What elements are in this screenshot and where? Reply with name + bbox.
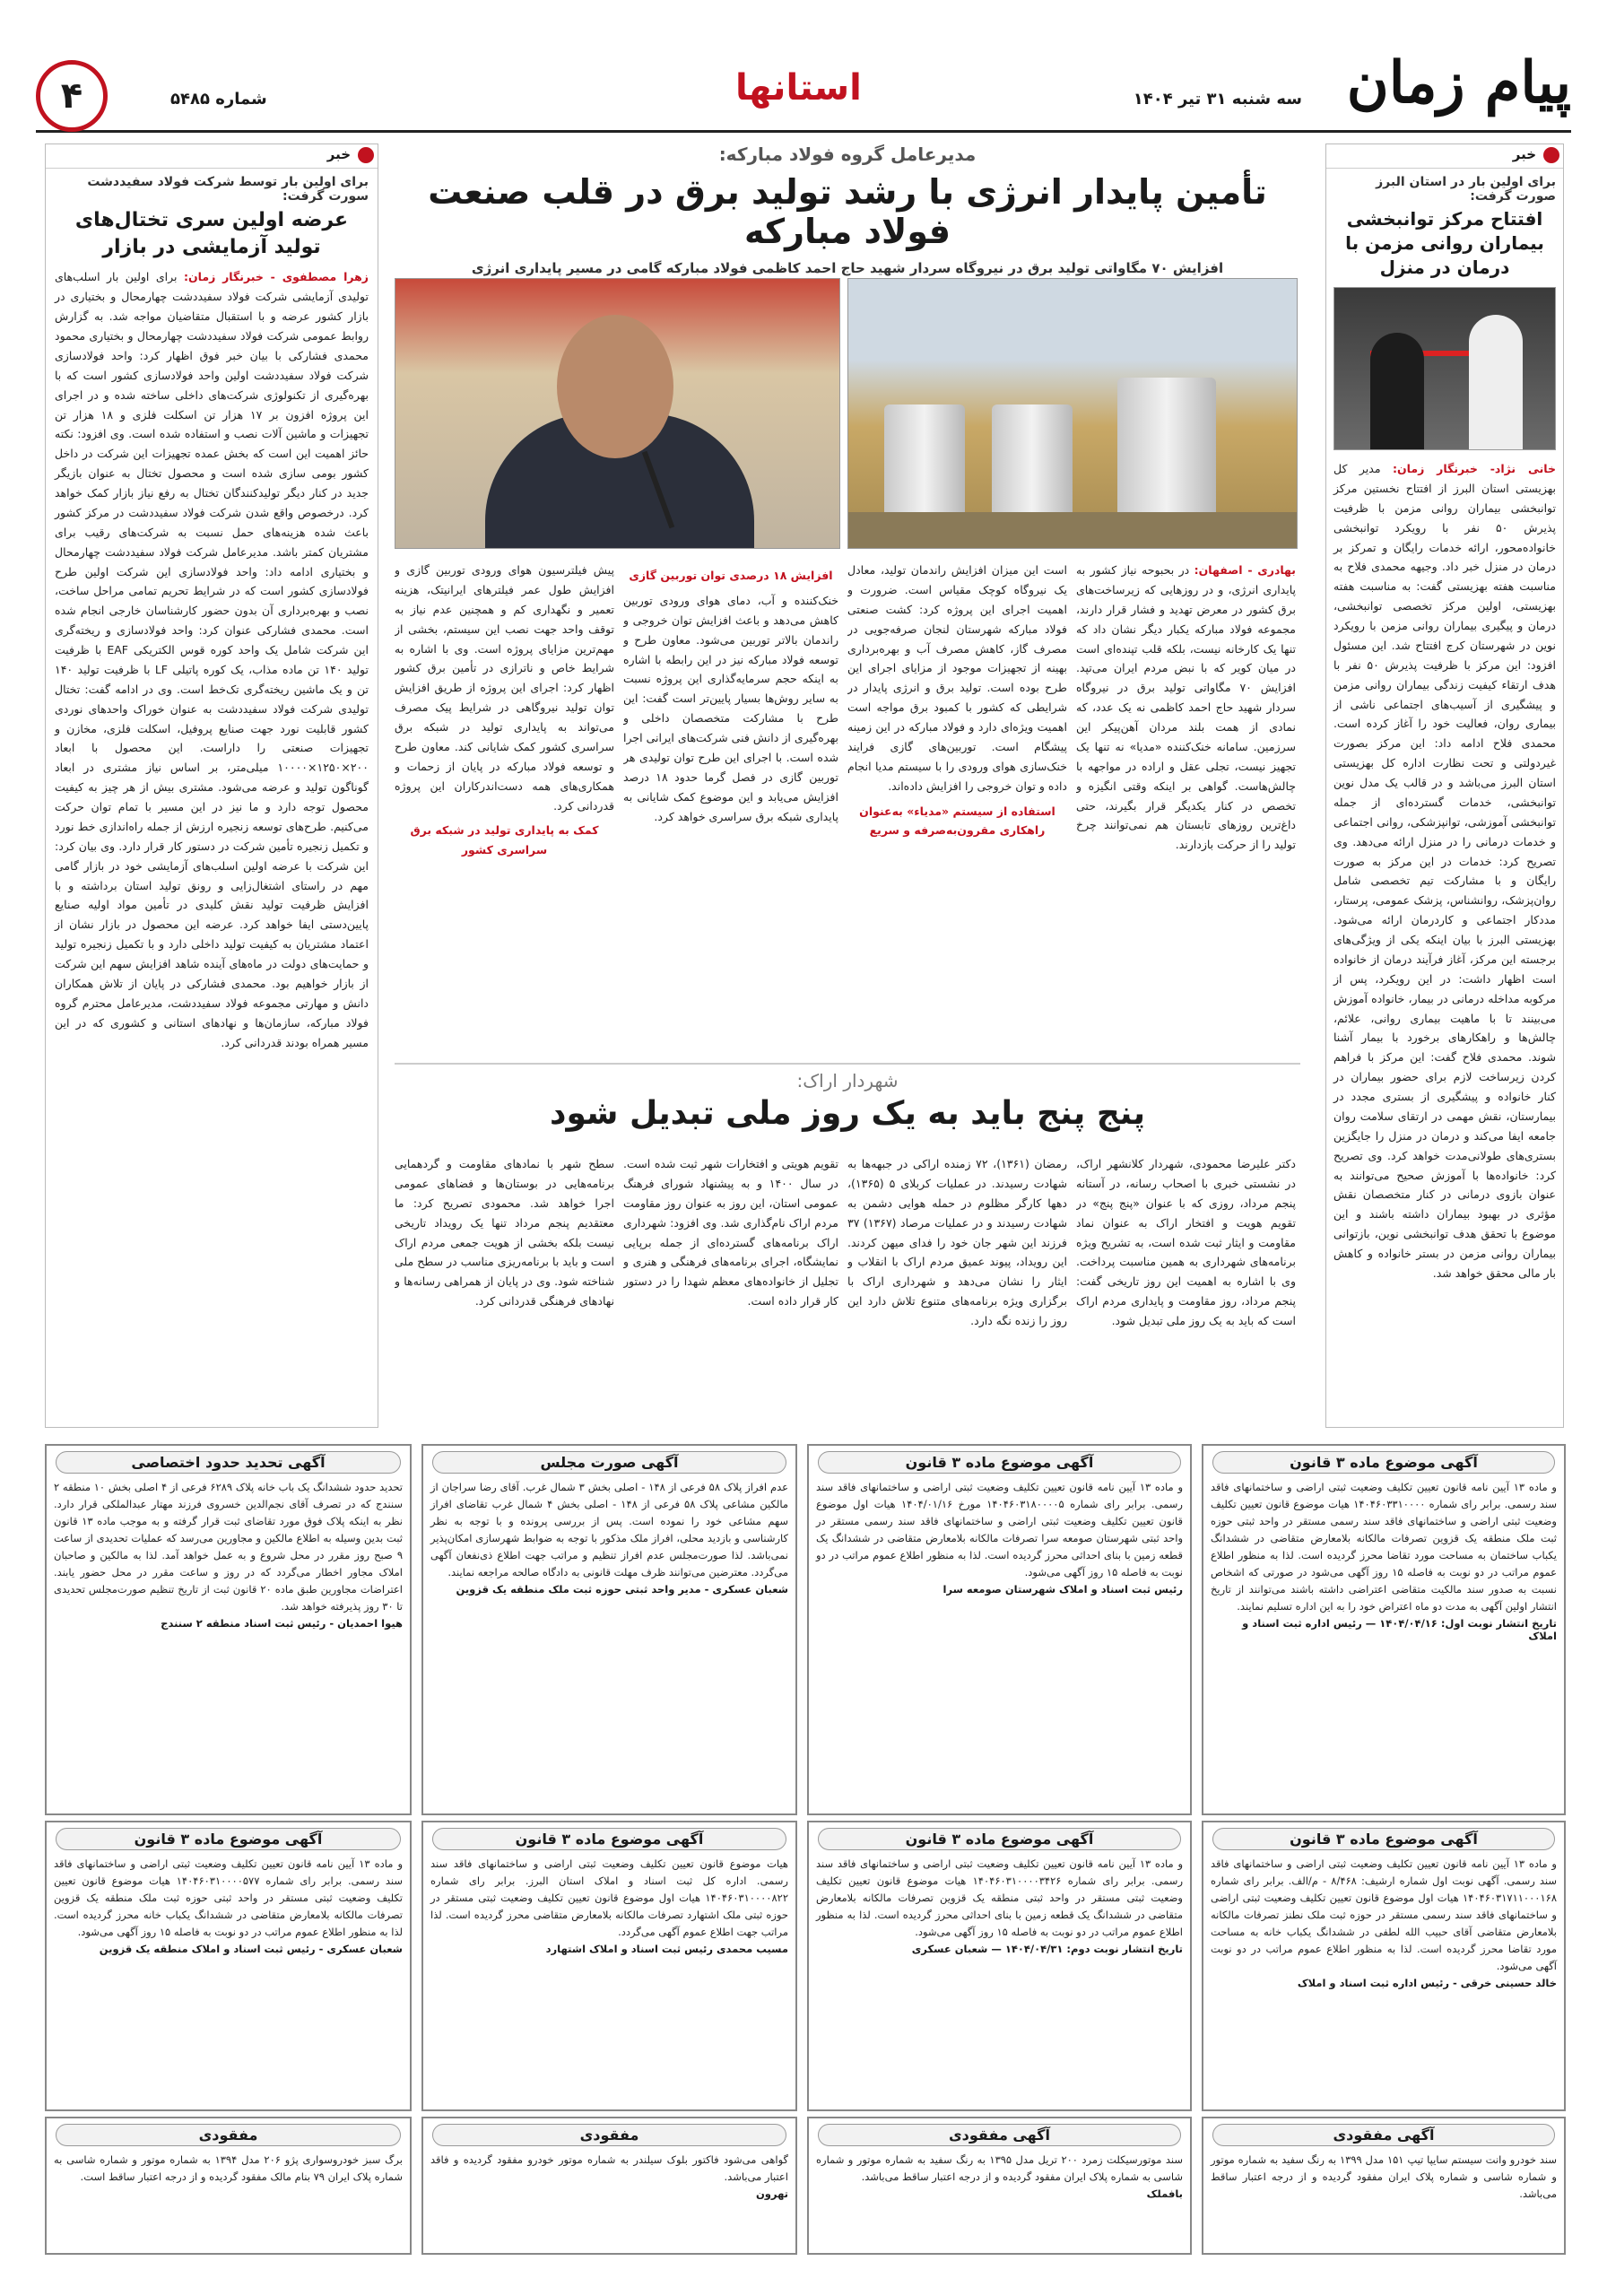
main-kicker: مدیرعامل گروه فولاد مبارکه: xyxy=(718,144,977,165)
main-subhead-1: افزایش ۱۸ درصدی توان توربین گازی xyxy=(629,569,833,582)
ad-body: سند موتورسیکلت زمرد ۲۰۰ تریل مدل ۱۳۹۵ به رنگ سفید به شماره موتور و شماره شاسی به شماره پلاک ایران مفقود گردیده و از درجه اعتبار ساقط می‌باشد. xyxy=(816,2153,1183,2183)
classified-ad xyxy=(807,1821,1192,2111)
right-news-body: خانی نژاد- خبرنگار زمان: مدیر کل بهزیستی استان البرز از افتتاح نخستین مرکز توانبخشی بیماران روانی مزمن با ظرفیت پذیرش ۵۰ نفر با رویکرد توانبخشی خانواده‌محور، ارائه خدمات رایگان و تمرکز بر درمان در منزل خبر داد. وجیهه محمدی فلاح به مناسبت هفته بهزیستی گفت: به مناسبت هفته بهزیستی، اولین مرکز تخصصی توانبخشی، درمان و پیگیری بیماران روانی مزمن با رویکرد نوین در شهرستان کرج افتتاح شد. این مسئول افزود: این مرکز با ظرفیت پذیرش ۵۰ نفر با هدف ارتقاء کیفیت زندگی بیماران روانی مزمن و پیشگیری از آسیب‌های اجتماعی ناشی از بیماری روان، فعالیت خود را آغاز کرده است. محمدی فلاح ادامه داد: این مرکز بصورت غیردولتی و تحت نظارت اداره کل بهزیستی استان البرز می‌باشد و در قالب یک مدل نوین توانبخشی، خدمات گسترده‌ای از جمله توانبخشی آموزشی، توانپزشکی، روانی اجتماعی و خدمات درمانی را در منزل ارائه می‌دهد. وی تصریح کرد: خدمات در این مرکز به صورت رایگان و با مشارکت تیم تخصصی شامل روان‌پزشک، روانشناس، پزشک عمومی، پرستار، مددکار اجتماعی و کاردرمان ارائه می‌شود. بهزیستی البرز با بیان اینکه یکی از ویژگی‌های برجسته این مرکز، آغاز فرآیند درمان از خانواده است اظهار داشت: در این رویکرد، پس از مرکوبه مداخله درمانی در بیمار، خانواده آموزش می‌بینند تا با ماهیت بیماری روانی، علائم، چالش‌ها و راهکارهای برخورد با بیمار آشنا شوند. محمدی فلاح گفت: این مرکز با فراهم کردن زیرساخت لازم برای حضور بیماران در کنار خانواده و پیشگیری از بستری مجدد در بیمارستان، نقش مهمی در ارتقای سلامت روان جامعه ایفا می‌کند و درمان در منزل را جایگزین بستری‌های طولانی‌مدت خواهد کرد. وی تصریح کرد: خانواده‌ها با آموزش صحیح می‌توانند به عنوان بازوی درمانی در کنار متخصصان نقش مؤثری در بهبود بیماران داشته باشند و این موضوع با تحقق هدف توانبخشی نوین، بازتوانی بیماران روانی مزمن در بستر خانواده و کاهش بار مالی محقق خواهد شد. xyxy=(1333,462,1556,1280)
left-news-body: زهرا مصطفوی - خبرنگار زمان: برای اولین بار اسلب‌های تولیدی آزمایشی شرکت فولاد سفیددشت چهارمحال و بختیاری در بازار کشور عرضه و با استقبال متقاضیان مواجه شد. به گزارش روابط عمومی شرکت فولاد سفیددشت چهارمحال و بختیاری محمود محمدی فشارکی با بیان خبر فوق اظهار کرد: واحد فولادسازی شرکت فولاد سفیددشت اولین واحد فولادسازی کشور است که با بهره‌گیری از تکنولوژی شرکت‌های داخلی ساخته شده و در اجرای این پروژه افزون بر ۱۷ هزار تن اسکلت فلزی و ۱۸ هزار تن تجهیزات و ماشین آلات نصب و استفاده شده است. وی افزود: نکته حائز اهمیت این است که بخش عمده تجهیزات این شرکت در داخل کشور بومی سازی شده است و محصول تختال به عنوان بازیگر جدید در کنار دیگر تولیدکنندگان تختال به رفع نیاز بازار کمک خواهد کرد. درخصوص واقع شدن شرکت فولاد سفیددشت در مرکز کشور باعث شده هزینه‌های حمل نسبت به شرکت‌های رقیب برای مشتریان کمتر باشد. مدیرعامل شرکت فولاد سفیددشت چهارمحال و بختیاری ادامه داد: واحد فولادسازی این شرکت اولین طرح فولادسازی کشور است که در شرایط تحریم تمامی مراحل ساخت، نصب و بهره‌برداری آن بدون حضور کارشناسان خارجی انجام شده است. محمدی فشارکی عنوان کرد: واحد فولادسازی و ریخته‌گری این شرکت شامل یک واحد کوره قوس الکتریکی EAF با ظرفیت تولید ۱۴۰ تن ماده مذاب، یک کوره پاتیلی LF با ظرفیت تولید ۱۴۰ تن و یک ماشین ریخته‌گری تک‌خط است. وی در ادامه گفت: تختال تولیدی شرکت فولاد سفیددشت به عنوان خوراک واحدهای نوردی کشور قابلیت نورد جهت صنایع پروفیل، اسکلت فلزی، مخازن و تجهیزات صنعتی را داراست. این محصول با ابعاد ۲۰۰×۱۲۵۰×۱۰۰۰۰ میلی‌متر، بر اساس نیاز مشتری در ابعاد گوناگون تولید و عرضه می‌شود. مشتری بیش از هر چیز به کیفیت محصول توجه دارد و ما نیز در این مسیر با تمام توان حرکت می‌کنیم. طرح‌های توسعه زنجیره ارزش از جمله راه‌اندازی خط نورد و تکمیل زنجیره تأمین شرکت در دستور کار قرار دارد. وی بیان کرد: این شرکت با عرضه اولین اسلب‌های آزمایشی خود در بازار گامی مهم در راستای اشتغال‌زایی و رونق تولید استان برداشته و با افزایش ظرفیت تولید نقش کلیدی در تأمین مواد اولیه صنایع پایین‌دستی ایفا خواهد کرد. عرضه این محصول در بازار نشان از اعتماد مشتریان به کیفیت تولید داخلی دارد و با تکمیل زنجیره تولید و حمایت‌های دولت در ماه‌های آینده شاهد افزایش سهم این شرکت از بازار خواهیم بود. محمدی فشارکی در پایان از تلاش همکاران دانش و مهارتی مجموعه فولاد سفیددشت، مدیرعامل محترم گروه فولاد مبارکه، سازمان‌ها و نهادهای استانی و کشوری که در این مسیر همراه بودند قدردانی کرد. xyxy=(55,270,369,1049)
right-news-box xyxy=(1325,144,1564,1428)
issue-number: شماره ۵۴۸۵ xyxy=(170,90,267,109)
second-column-3: تقویم هویتی و افتخارات شهر ثبت شده است. در سال ۱۴۰۰ و به پیشنهاد شورای فرهنگ عمومی استان، این روز به عنوان روز مقاومت مردم اراک نام‌گذاری شد. وی افزود: شهرداری اراک برنامه‌های گسترده‌ای از جمله برپایی نمایشگاه، اجرای برنامه‌های فرهنگی و هنری و تجلیل از خانواده‌های معظم شهدا را در دستور کار قرار داده است. xyxy=(623,1157,838,1309)
ad-body: هیات موضوع قانون تعیین تکلیف وضعیت ثبتی اراضی و ساختمانهای فاقد سند رسمی. اداره کل ثبت اسناد و املاک استان البرز. برابر رای شماره ۱۴۰۴۶۰۳۱۰۰۰۰۸۲۲ هیات اول موضوع قانون تعیین تکلیف وضعیت ثبتی مستقر در حوزه ثبتی ملک اشتهارد تصرفات مالکانه بلامعارض متقاضی محرز گردیده است. لذا مراتب جهت اطلاع عموم آگهی می‌گردد. xyxy=(430,1857,788,1938)
second-kicker: شهردار اراک: xyxy=(796,1070,899,1091)
ad-title: آگهی مفقودی xyxy=(1212,2124,1555,2146)
second-column-4: سطح شهر با نمادهای مقاومت و گردهمایی برنامه‌هایی در بوستان‌ها و فضاهای عمومی اجرا خواهد شد. محمودی تصریح کرد: ما معتقدیم پنجم مرداد تنها یک رویداد تاریخی نیست بلکه بخشی از هویت جمعی مردم اراک است و باید با برنامه‌ریزی مناسب در سطح ملی شناخته شود. وی در پایان از همراهی رسانه‌ها و نهادهای فرهنگی قدردانی کرد. xyxy=(395,1157,614,1309)
power-plant-photo xyxy=(847,278,1298,549)
ad-title: آگهی موضوع ماده ۳ قانون xyxy=(432,1828,786,1850)
right-news-headline: افتتاح مرکز توانبخشی بیماران روانی مزمن با درمان در منزل xyxy=(1345,208,1544,278)
ad-signature: تاریخ انتشار نوبت دوم: ۱۴۰۴/۰۴/۳۱ — شعبان عسکری xyxy=(911,1942,1183,1955)
classified-ad xyxy=(807,2117,1192,2255)
ad-signature: هیوا احمدیان - رئیس ثبت اسناد منطقه ۲ سنندج xyxy=(161,1616,403,1630)
main-column-3: افزایش ۱۸ درصدی توان توربین گازی خنک‌کننده و آب، دمای هوای ورودی توربین کاهش می‌دهد و باعث افزایش توان خروجی و راندمان بالاتر توربین می‌شود. معاون طرح و توسعه فولاد مبارکه نیز در این رابطه با اشاره به اینکه حجم سرمایه‌گذاری این پروژه نسبت به سایر روش‌ها بسیار پایین‌تر است گفت: این طرح با مشارکت متخصصان داخلی و بهره‌گیری از دانش فنی شرکت‌های ایرانی اجرا شده است. با اجرای این طرح توان تولیدی هر توربین گازی در فصل گرما حدود ۱۸ درصد افزایش می‌یابد و این موضوع کمک شایانی به پایداری شبکه برق سراسری خواهد کرد. xyxy=(623,561,838,1054)
ad-body: تحدید حدود ششدانگ یک باب خانه پلاک ۶۲۸۹ فرعی از ۴ اصلی بخش ۱۰ منطقه ۲ سنندج که در تصرف آقای نجم‌الدین خسروی فرزند مهتار عبدالملکی قرار دارد. نظر به اینکه پلاک فوق مورد تقاضای ثبت قرار گرفته و به موجب ماده ۱۳ قانون ثبت بدین وسیله به اطلاع مالکین و مجاورین می‌رسد که عملیات تحدیدی از ساعت ۹ صبح روز مقرر در محل شروع و به عمل خواهد آمد. لذا به مالکین و صاحبان املاک مجاور اخطار می‌گردد که در روز و ساعت مقرر در محل حضور یابند. اعتراضات مجاورین طبق ماده ۲۰ قانون ثبت از تاریخ تنظیم صورت‌مجلس تحدیدی تا ۳۰ روز پذیرفته خواهد شد. xyxy=(54,1481,403,1613)
main-column-4: پیش فیلترسیون هوای ورودی توربین گازی و افزایش طول عمر فیلترهای ایرانیتک، هزینه تعمیر و نگهداری کم و همچنین عدم نیاز به توقف واحد جهت نصب این سیستم، بخشی از مهم‌ترین مزایای پروژه است. وی با اشاره به شرایط خاص و ناترازی در تأمین برق کشور اظهار کرد: اجرای این پروژه از طریق افزایش توان تولید نیروگاهی در شرایط پیک مصرف می‌تواند به پایداری تولید در شبکه برق سراسری کشور کمک شایانی کند. معاون طرح و توسعه فولاد مبارکه در پایان از زحمات و همکاری‌های همه دست‌اندرکاران این پروژه قدردانی کرد. کمک به پایداری تولید در شبکه برق سراسری کشور xyxy=(395,561,614,1054)
ad-signature: مسیب محمدی رئیس ثبت اسناد و املاک اشتهارد xyxy=(545,1942,788,1955)
classified-ad xyxy=(45,2117,412,2255)
ad-body: و ماده ۱۳ آیین نامه قانون تعیین تکلیف وضعیت ثبتی اراضی و ساختمانهای فاقد سند رسمی. برابر رای شماره ۱۴۰۴۶۰۳۱۰۰۰۰۳۴۲۶ هیات موضوع قانون تعیین تکلیف وضعیت ثبتی مستقر در واحد ثبتی منطقه یک قزوین تصرفات مالکانه بلامعارض متقاضی در ششدانگ یک قطعه زمین با بنای احداثی محرز گردیده است. لذا به منظور اطلاع عموم مراتب در دو نوبت به فاصله ۱۵ روز آگهی می‌شود. xyxy=(816,1857,1183,1938)
ad-signature: خالد حسینی خرقی - رئیس اداره ثبت اسناد و املاک xyxy=(1297,1976,1557,1989)
ad-signature: تاریخ انتشار نوبت اول: ۱۴۰۴/۰۴/۱۶ — رئیس اداره ثبت اسناد و املاک xyxy=(1242,1616,1557,1642)
ad-title: آگهی موضوع ماده ۳ قانون xyxy=(818,1828,1181,1850)
red-dot-icon xyxy=(1543,147,1559,163)
page-number-badge: ۴ xyxy=(36,60,108,132)
main-column-1: بهادری - اصفهان: در بحبوحه نیاز کشور به پایداری انرژی، و در روزهایی که زیرساخت‌های برق کشور در معرض تهدید و فشار قرار دارند، مجموعه فولاد مبارکه یکبار دیگر نشان داد که تنها یک کارخانه نیست، بلکه قلب تپنده‌ای است در میان کویر که با نبض مردم ایران می‌تپد. افزایش ۷۰ مگاواتی تولید برق در نیروگاه سردار شهید حاج احمد کاظمی نه یک عدد، که نمادی از همت بلند مردان آهن‌پیکر این سرزمین. سامانه خنک‌کننده «مدیا» نه تنها یک تجهیز نیست، تجلی عقل و اراده در مواجهه با چالش‌هاست. گواهی بر اینکه وقتی انگیزه و تخصص در کنار یکدیگر قرار بگیرند، حتی داغ‌ترین روزهای تابستان هم نمی‌توانند چرخ تولید را از حرکت بازدارند. xyxy=(1076,563,1296,852)
ad-body: گواهی می‌شود فاکتور بلوک سیلندر به شماره موتور خودرو مفقود گردیده و فاقد اعتبار می‌باشد. xyxy=(430,2153,788,2183)
classified-ad xyxy=(807,1444,1192,1815)
right-news-kicker: برای اولین بار در استان البرز صورت گرفت: xyxy=(1376,175,1556,204)
ad-title: آگهی موضوع ماده ۳ قانون xyxy=(56,1828,401,1850)
ad-signature: شعبان عسکری - رئیس ثبت اسناد و املاک منطقه یک قزوین xyxy=(99,1942,403,1955)
left-news-box xyxy=(45,144,378,1428)
ceo-portrait-photo xyxy=(395,278,840,549)
ribbon-cutting-photo xyxy=(1333,287,1556,450)
ad-body: و ماده ۱۳ آیین نامه قانون تعیین تکلیف وضعیت ثبتی اراضی و ساختمانهای فاقد سند رسمی. آگهی نوبت اول شماره ارشیف: ۸/۴۶۸ - م/الف. برابر رای شماره ۱۴۰۴۶۰۳۱۷۱۱۰۰۰۱۶۸ هیات اول موضوع قانون تعیین تکلیف وضعیت ثبتی اراضی و ساختمانهای فاقد سند رسمی مستقر در حوزه ثبت ملک نطنز تصرفات مالکانه بلامعارض متقاضی آقای حبیب الله لطفی در ششدانگ یکباب خانه به مساحت مورد تقاضا محرز گردیده است. لذا به منظور اطلاع عموم مراتب در دو نوبت آگهی می‌شود. xyxy=(1211,1857,1557,1972)
main-subhead-2: استفاده از سیستم «مدیاء» به‌عنوان راهکاری مقرون‌به‌صرفه و سریع xyxy=(859,804,1055,838)
second-story xyxy=(395,1063,1300,1428)
section-title: استانها xyxy=(735,67,862,109)
classified-ad xyxy=(421,1444,797,1815)
ad-title: آگهی موضوع ماده ۳ قانون xyxy=(1212,1828,1555,1850)
second-headline: پنج پنج باید به یک روز ملی تبدیل شود xyxy=(550,1095,1145,1132)
ad-body: عدم افراز پلاک ۵۸ فرعی از ۱۴۸ - اصلی بخش ۳ شمال غرب. آقای رضا سراجان از مالکین مشاعی پلاک ۵۸ فرعی از ۱۴۸ - اصلی بخش ۴ شمال غرب تقاضای افراز سهم مشاعی خود را نموده است. پس از بررسی پرونده و با توجه به نظر کارشناسی و بازدید محلی، افراز ملک مذکور با توجه به ضوابط شهرسازی امکان‌پذیر نمی‌باشد. لذا صورت‌مجلس عدم افراز تنظیم و مراتب جهت اطلاع ذی‌نفعان آگهی می‌گردد. معترضین می‌توانند ظرف مهلت قانونی به دادگاه صالحه مراجعه نمایند. xyxy=(430,1481,788,1578)
second-column-2: رمضان (۱۳۶۱)، ۷۲ زمنده اراکی در جبهه‌ها به شهادت رسیدند. در عملیات کربلای ۵ (۱۳۶۵)، دهها کارگر مظلوم در حمله هوایی دشمن به شهادت رسیدند و در عملیات مرصاد (۱۳۶۷) ۳۷ فرزند این شهر جان خود را فدای میهن کردند. این رویداد، پیوند عمیق مردم اراک با انقلاب و ایثار را نشان می‌دهد و شهرداری اراک با برگزاری ویژه برنامه‌های متنوع تلاش دارد این روز را زنده نگه دارد. xyxy=(847,1157,1067,1327)
classified-ad xyxy=(1202,1444,1566,1815)
classified-ad xyxy=(1202,1821,1566,2111)
ad-signature: رئیس ثبت اسناد و املاک شهرستان صومعه سرا xyxy=(942,1582,1183,1596)
main-column-2: است این میزان افزایش راندمان تولید، معادل یک نیروگاه کوچک مقیاس است. ضرورت و اهمیت اجرای این پروژه کرد: کشت صنعتی فولاد مبارکه شهرستان لنجان صرفه‌جویی در مصرف گاز، کاهش مصرف آب و بهره‌برداری بهینه از تجهیزات موجود از مزایای اجرای این طرح بوده است. تولید برق و انرژی پایدار در شرایطی که کشور با کمبود برق مواجه است اهمیت ویژه‌ای دارد و فولاد مبارکه در این زمینه پیشگام است. توربین‌های گازی فرایند خنک‌سازی هوای ورودی را با سیستم مدیا انجام داده و توان خروجی را افزایش داده‌اند. استفاده از سیستم «مدیاء» به‌عنوان راهکاری مقرون‌به‌صرفه و سریع xyxy=(847,561,1067,1054)
newspaper-logo: پیام زمان xyxy=(1346,49,1571,117)
ad-body: و ماده ۱۳ آیین نامه قانون تعیین تکلیف وضعیت ثبتی اراضی و ساختمانهای فاقد سند رسمی. برابر رای شماره ۱۴۰۴۶۰۳۱۸۰۰۰۰۵ مورخ ۱۴۰۴/۰۱/۱۶ هیات اول موضوع قانون تعیین تکلیف وضعیت ثبتی اراضی و ساختمانهای فاقد سند رسمی مستقر در واحد ثبتی شهرستان صومعه سرا تصرفات مالکانه بلامعارض متقاضی در ششدانگ یک قطعه زمین با بنای احداثی محرز گردیده است. لذا به منظور اطلاع عموم مراتب در دو نوبت به فاصله ۱۵ روز آگهی می‌شود. xyxy=(816,1481,1183,1578)
ad-signature: شعبان عسکری - مدیر واحد ثبتی حوزه ثبت ملک منطقه یک قزوین xyxy=(456,1582,788,1596)
classified-ad xyxy=(421,1821,797,2111)
ad-title: آگهی مفقودی xyxy=(818,2124,1181,2146)
ad-body: و ماده ۱۳ آیین نامه قانون تعیین تکلیف وضعیت ثبتی اراضی و ساختمانهای فاقد سند رسمی. برابر رای شماره ۱۴۰۴۶۰۳۱۰۰۰۰۵۷۷ هیات موضوع قانون تعیین تکلیف وضعیت ثبتی مستقر در واحد ثبتی حوزه ثبت ملک منطقه یک قزوین تصرفات مالکانه بلامعارض متقاضی در ششدانگ یکباب خانه محرز گردیده است. لذا به منظور اطلاع عموم مراتب در دو نوبت به فاصله ۱۵ روز آگهی می‌شود. xyxy=(54,1857,404,1938)
ad-signature: تهرون xyxy=(755,2187,788,2200)
main-headline: تأمین پایدار انرژی با رشد تولید برق در قلب صنعت فولاد مبارکه xyxy=(428,172,1267,251)
left-news-headline: عرضه اولین سری تختال‌های تولید آزمایشی در بازار xyxy=(74,209,349,258)
issue-date: سه شنبه ۳۱ تیر ۱۴۰۴ xyxy=(1133,90,1302,109)
classified-ad xyxy=(421,2117,797,2255)
ad-title: آگهی صورت مجلس xyxy=(432,1451,786,1474)
news-tag: خبر xyxy=(1326,144,1563,169)
ad-body: برگ سبز خودروسواری پژو ۲۰۶ مدل ۱۳۹۴ به شماره موتور و شماره شاسی به شماره پلاک ایران ۷۹ بنام مالک مفقود گردیده و از درجه اعتبار ساقط است. xyxy=(54,2153,403,2183)
left-news-kicker: برای اولین بار توسط شرکت فولاد سفیددشت سورت گرفت: xyxy=(87,175,369,204)
ad-title: آگهی موضوع ماده ۳ قانون xyxy=(1212,1451,1555,1474)
main-deck: افزایش ۷۰ مگاواتی تولید برق در نیروگاه سردار شهید حاج احمد کاظمی فولاد مبارکه گامی در مسیر پایداری انرژی xyxy=(471,260,1224,276)
ad-title: آگهی تحدید حدود اختصاصی xyxy=(56,1451,401,1474)
second-column-1: دکتر علیرضا محمودی، شهردار کلانشهر اراک، در نشستی خبری با اصحاب رسانه، در آستانه پنجم مرداد، روزی که با عنوان «پنج پنج» در تقویم هویت و افتخار اراک به عنوان نماد مقاومت و ایثار ثبت شده است، به تشریح ویژه برنامه‌های شهرداری به همین مناسبت پرداخت. وی با اشاره به اهمیت این روز تاریخی گفت: پنجم مرداد، روز مقاومت و پایداری مردم اراک است که باید به یک روز ملی تبدیل شود. xyxy=(1076,1157,1296,1327)
classified-ad xyxy=(1202,2117,1566,2255)
ad-body: سند خودرو وانت سیستم سایپا تیپ ۱۵۱ مدل ۱۳۹۹ به رنگ سفید به شماره موتور و شماره شاسی و شماره پلاک ایران مفقود گردیده و از درجه اعتبار ساقط می‌باشد. xyxy=(1211,2153,1557,2200)
main-story xyxy=(395,144,1300,1058)
ad-title: آگهی موضوع ماده ۳ قانون xyxy=(818,1451,1181,1474)
main-subhead-3: کمک به پایداری تولید در شبکه برق سراسری کشور xyxy=(410,823,599,857)
red-dot-icon xyxy=(358,147,374,163)
ad-body: و ماده ۱۳ آیین نامه قانون تعیین تکلیف وضعیت ثبتی اراضی و ساختمانهای فاقد سند رسمی. برابر رای شماره ۱۴۰۴۶۰۳۳۱۰۰۰۰ هیات موضوع قانون تعیین تکلیف وضعیت ثبتی اراضی و ساختمانهای فاقد سند رسمی مستقر در واحد ثبتی حوزه ثبت ملک منطقه یک قزوین تصرفات مالکانه بلامعارض متقاضی در ششدانگ یکباب ساختمان به مساحت مورد تقاضا محرز گردیده است. لذا به منظور اطلاع عموم مراتب در دو نوبت به فاصله ۱۵ روز آگهی می‌شود در صورتی که اشخاص نسبت به صدور سند مالکیت متقاضی اعتراضی داشته باشند می‌توانند از تاریخ انتشار اولین آگهی به مدت دو ماه اعتراض خود را به این اداره تسلیم نمایند. xyxy=(1211,1481,1558,1613)
masthead xyxy=(36,49,1571,133)
classified-ad xyxy=(45,1821,412,2111)
ad-signature: بافملک xyxy=(1146,2187,1183,2200)
classified-ad xyxy=(45,1444,412,1815)
ad-title: مفقودی xyxy=(56,2124,401,2146)
news-tag: خبر xyxy=(46,144,378,169)
ad-title: مفقودی xyxy=(432,2124,786,2146)
